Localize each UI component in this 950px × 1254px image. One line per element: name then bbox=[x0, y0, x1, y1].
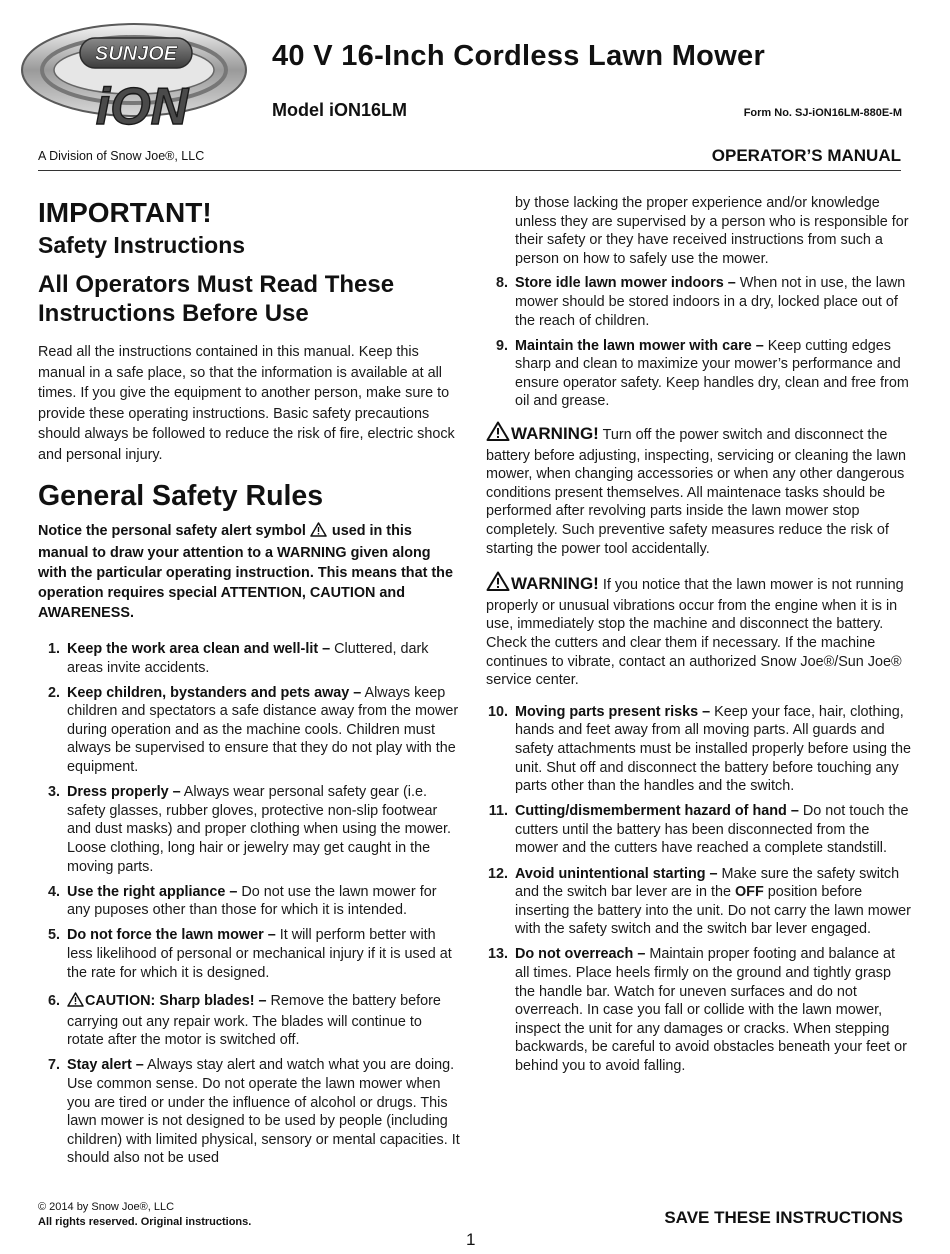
item-text: Keep your face, hair, clothing, hands and feet away from all moving parts. All guards and safety attachments must be installed properly before using the unit. Shut off and disconnect the battery before touching any parts other than the handles and the switch. bbox=[515, 703, 911, 795]
intro-paragraph: Read all the instructions contained in this manual. Keep this manual in a safe place, so that the information is available at all times. If you give the equipment to another person, make sure to provide these operating instructions. Basic safety precautions should always be followed to reduce the risk of fire, electric shock and personal injury. bbox=[38, 344, 455, 463]
page-number: 1 bbox=[466, 1230, 476, 1249]
notice-paragraph bbox=[38, 521, 462, 623]
item-number: 1. bbox=[47, 641, 60, 657]
division-text: A Division of Snow Joe®, LLC bbox=[38, 149, 205, 163]
caution-triangle-icon bbox=[67, 992, 84, 1013]
list-item bbox=[486, 274, 912, 330]
warning-label: WARNING! bbox=[511, 574, 599, 594]
item-text: Maintain proper footing and balance at all times. Place heels firmly on the ground and tightly grasp the handle bar. Watch for uneven surfaces and do not overreach. In case you fall or collide with the lawn mower, inspect the unit for any damages or cracks. When stepping backwards, be careful to avoid obstacles beneath your feet or behind you to avoid falling. bbox=[515, 946, 907, 1074]
item-lead: Keep the work area clean and well-lit – bbox=[67, 641, 331, 657]
warning-label: WARNING! bbox=[511, 424, 599, 444]
notice-text-a: Notice the personal safety alert symbol bbox=[38, 523, 306, 539]
list-item bbox=[38, 992, 462, 1050]
item-lead: Stay alert – bbox=[67, 1057, 144, 1074]
item-text: position before inserting the battery into the unit. Do not carry the lawn mower with the safety switch and the switch bar lever engaged. bbox=[515, 884, 911, 938]
item-text: Always keep children and spectators a safe distance away from the mower during operation and as the machine cools. Children must always be supervised to ensure that they do not play with the equipment. bbox=[67, 684, 459, 776]
item-text: Cluttered, dark areas invite accidents. bbox=[67, 641, 429, 676]
item-number: 10. bbox=[487, 703, 508, 720]
item-number: 5. bbox=[47, 927, 60, 944]
warning-triangle-icon bbox=[486, 571, 510, 597]
item-number: 3. bbox=[47, 784, 60, 801]
off-label: OFF bbox=[734, 884, 764, 901]
item-lead: Maintain the lawn mower with care – bbox=[515, 337, 764, 354]
list-item bbox=[486, 945, 912, 1075]
logo-top-text: SUNJOE bbox=[94, 43, 178, 65]
warning-block-1 bbox=[486, 421, 912, 558]
item-text: It will perform better with less likelihood of personal or mechanical injury if it is used at the rate for which it is designed. bbox=[67, 927, 452, 981]
item-text: Always wear personal safety gear (i.e. safety glasses, rubber gloves, protective non-slip footwear and dust masks) and proper clothing when using the mower. Loose clothing, long hair or jewelry may get caught in the moving parts. bbox=[67, 784, 451, 875]
warning-text: Turn off the power switch and disconnect the battery before adjusting, inspecting, servicing or cleaning the lawn mower, when changing accessories or when any other dangerous conditions present themselves. All maintenace tasks should be performed after revolving parts inside the lawn mower stop completely. Such preventive safety measures reduce the risk of starting the power tool accidentally. bbox=[486, 427, 906, 557]
item-lead: Cutting/dismemberment hazard of hand – bbox=[515, 803, 799, 820]
item-text: Always stay alert and watch what you are doing. Use common sense. Do not operate the lawn mower when you are tired or under the influence of alcohol or drugs. This lawn mower is not designed to be used by people (including children) with limited physical, sensory or mental capacities. It should also not be used bbox=[67, 1057, 460, 1167]
header-divider bbox=[38, 170, 901, 171]
list-item bbox=[38, 926, 462, 982]
item-lead: Use the right appliance – bbox=[67, 883, 238, 900]
left-column bbox=[38, 196, 462, 1174]
item-lead: Do not force the lawn mower – bbox=[67, 927, 276, 944]
list-item bbox=[486, 865, 912, 939]
save-instructions-label: SAVE THESE INSTRUCTIONS bbox=[664, 1208, 903, 1227]
item-number: 7. bbox=[47, 1057, 60, 1074]
item-number: 4. bbox=[47, 883, 60, 900]
warning-triangle-icon bbox=[310, 522, 327, 543]
must-read-heading: All Operators Must Read These Instructions Before Use bbox=[38, 271, 395, 327]
item-number: 12. bbox=[487, 865, 508, 882]
item-number: 6. bbox=[47, 993, 60, 1010]
item-number: 9. bbox=[495, 337, 508, 354]
warning-block-2 bbox=[486, 571, 912, 690]
notice-text-b: used in this manual to draw your attention to a WARNING given along with the particular operating instruction. This means that the operation requires special ATTENTION, CAUTION and AWARENESS. bbox=[38, 523, 453, 621]
item-number: 13. bbox=[487, 946, 508, 963]
safety-instructions-heading: Safety Instructions bbox=[38, 232, 246, 258]
warning-triangle-icon bbox=[486, 421, 510, 447]
item-lead: Avoid unintentional starting – bbox=[515, 865, 718, 882]
item-number: 8. bbox=[495, 275, 508, 292]
item-text: When not in use, the lawn mower should be stored indoors in a dry, locked place out of the reach of children. bbox=[515, 275, 906, 329]
logo-bottom-text: iON bbox=[95, 78, 189, 136]
item-text: Do not touch the cutters until the battery has been disconnected from the mower and the cutters have reached a complete standstill. bbox=[515, 803, 909, 857]
document-title: 40 V 16-Inch Cordless Lawn Mower bbox=[272, 40, 766, 72]
list-item bbox=[486, 337, 912, 411]
item-text: Make sure the safety switch and the switch bar lever are in the bbox=[515, 865, 900, 901]
list-item bbox=[486, 703, 912, 796]
item-lead: Dress properly – bbox=[67, 784, 181, 801]
item-text: Do not use the lawn mower for any puposes other than those for which it is intended. bbox=[67, 883, 437, 919]
rights-text: All rights reserved. Original instructions. bbox=[38, 1216, 252, 1228]
list-item bbox=[486, 802, 912, 858]
important-heading: IMPORTANT! bbox=[38, 197, 212, 228]
list-item bbox=[38, 783, 462, 876]
sunjoe-ion-logo bbox=[18, 12, 254, 136]
rules-list-right-b bbox=[486, 703, 912, 1076]
form-number: Form No. SJ-iON16LM-880E-M bbox=[743, 107, 902, 119]
item-lead: Keep children, bystanders and pets away – bbox=[67, 684, 362, 701]
list-item bbox=[38, 1056, 462, 1168]
list-item bbox=[38, 640, 462, 677]
operators-manual-label: OPERATOR’S MANUAL bbox=[711, 146, 901, 165]
item-lead: Do not overreach – bbox=[515, 946, 646, 963]
item-number: 11. bbox=[488, 803, 508, 820]
item-text: Keep cutting edges sharp and clean to maximize your mower’s performance and ensure operator safety. Keep handles dry, clean and free from oil and grease. bbox=[515, 337, 909, 410]
item-lead: CAUTION: Sharp blades! – bbox=[85, 993, 267, 1010]
list-item bbox=[38, 684, 462, 777]
right-column bbox=[486, 194, 912, 1082]
warning-text: If you notice that the lawn mower is not running properly or unusual vibrations occur from the engine when it is in use, immediately stop the machine and disconnect the battery. Check the cutters and clear them if necessary. If the machine continues to vibrate, contact an authorized Snow Joe®/Sun Joe® service center. bbox=[486, 577, 904, 689]
item-text: Remove the battery before carrying out any repair work. The blades will continue to rotate after the motor is switched off. bbox=[67, 993, 441, 1049]
list-item bbox=[38, 883, 462, 920]
model-number: Model iON16LM bbox=[272, 100, 408, 120]
rules-list-right-a bbox=[486, 274, 912, 411]
item-lead: Store idle lawn mower indoors – bbox=[515, 275, 736, 292]
rules-list-left bbox=[38, 640, 462, 1168]
rule-7-continued: by those lacking the proper experience and/or knowledge unless they are supervised by a person who is responsible for their safety or they have received instructions from such a person on how to safely use the mower. bbox=[515, 195, 909, 267]
general-safety-rules-heading: General Safety Rules bbox=[38, 480, 324, 512]
item-number: 2. bbox=[47, 684, 60, 701]
item-lead: Moving parts present risks – bbox=[515, 703, 711, 720]
copyright-text: © 2014 by Snow Joe®, LLC bbox=[38, 1201, 175, 1213]
